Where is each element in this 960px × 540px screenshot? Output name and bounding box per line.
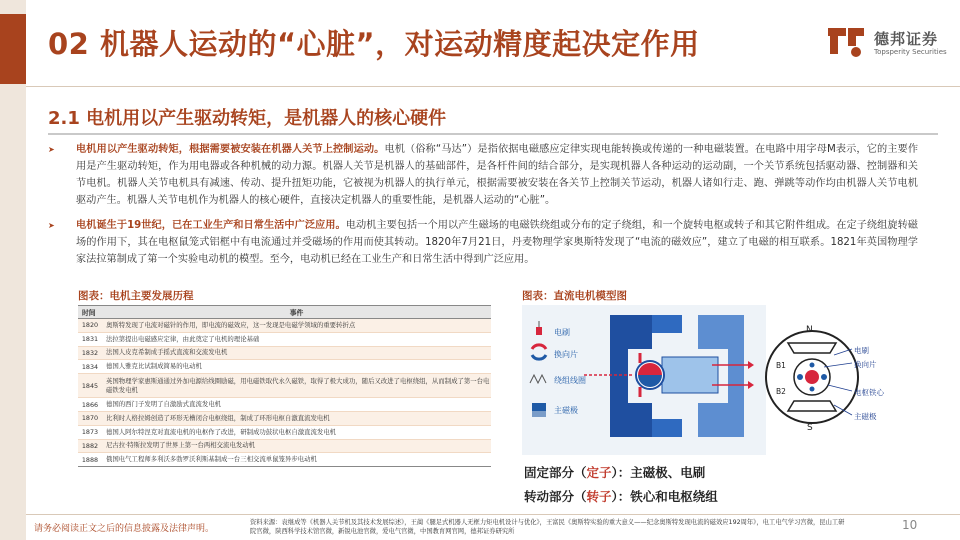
motor-label-b2: B2 (776, 387, 786, 396)
bullet-arrow-icon: ➤ (48, 221, 55, 230)
table-row (78, 398, 491, 412)
table-cell-event: 法拉第提出电磁感应定律，由此奠定了电机的理论基础 (106, 334, 260, 343)
table-cell-year: 1873 (81, 428, 99, 437)
bullet-paragraph-2 (48, 217, 918, 268)
table-cell-event: 法国人皮克希制成手摇式直流和交流发电机 (106, 348, 228, 357)
table-row (78, 411, 491, 425)
legal-disclaimer: 请务必阅读正文之后的信息披露及法律声明。 (34, 524, 215, 534)
footer-divider (26, 514, 960, 515)
motor-label-b1: B1 (776, 361, 786, 370)
motor-cross-section (766, 331, 858, 423)
diagram-caption-rotor: 转动部分（转子）：铁心和电枢绕组 (524, 489, 718, 504)
table-cell-year: 1820 (81, 321, 99, 330)
table-cell-event: 德国人阿尔特涅克对直流电机的电枢作了改进，研制成功鼓状电枢自激直流发电机 (106, 427, 337, 436)
logo-text-cn: 德邦证券 (874, 30, 939, 48)
bullet-2-text: 电动机主要包括一个用以产生磁场的电磁铁绕组或分布的定子绕组，和一个旋转电枢或转子和其它附件组成。在定子绕组旋转磁场的作用下，其在电枢鼠笼式铝框中有电流通过并受磁场的作用而使其转动。1820年7月21日，丹麦物理学家奥斯特发现了“电流的磁效应”，建立了电磁的相互联系。1821年英国物理学家法拉第制成了第一个实验电动机的模型。至今，电动机已经在工业生产和日常生活中得到广泛应用。 (76, 220, 918, 265)
table-row (78, 374, 491, 398)
legend-coil-label: 绕组线圈 (554, 376, 586, 385)
stator-highlight: 定子 (586, 465, 612, 480)
table-cell-event: 尼古拉·特斯拉发明了世界上第一台两相交流电发动机 (106, 441, 256, 450)
left-accent-block (0, 14, 26, 84)
table-cell-year: 1834 (81, 362, 99, 371)
table-cell-event: 奥斯特发现了电流对磁针的作用，即电流的磁效应，这一发现是电磁学领域的重要转折点 (106, 320, 356, 329)
table-cell-event: 英国物理学家惠斯通通过外加电源给线圈励磁，用电磁铁取代永久磁铁，取得了极大成功，随后又改进了电枢绕组，从而制成了第一台电磁铁发电机 (106, 376, 490, 394)
table-cell-event: 德国的西门子发明了自激励式直流发电机 (106, 400, 222, 409)
dc-motor-diagram (522, 305, 910, 510)
bullet-2-highlight: 电机诞生于19世纪，已在工业生产和日常生活中广泛应用。 (76, 220, 346, 231)
figure-left-title: 图表：电机主要发展历程 (78, 290, 194, 302)
bullet-1-text: 电机（俗称“马达”）是指依据电磁感应定律实现电能转换或传递的一种电磁装置。在电路中用字母M表示，它的主要作用是产生驱动转矩，作为用电器或各种机械的动力源。机器人关节是机器人的基础部件，是各杆件间的结合部分，是实现机器人各种运动的运动副，一个关节系统包括驱动器、控制器和关节电机。机器人关节电机具有减速、传动、提升扭矩功能，它被视为机器人的执行单元，根据需要被安装在各关节上控制关节运动，机器人诸如行走、跑、弹跳等动作均由机器人关节电机驱动产生。机器人关节电机作为机器人的核心硬件，直接决定机器人的重要性能，是机器人运动的“心脏”。 (76, 144, 919, 206)
table-cell-year: 1832 (81, 348, 99, 357)
table-cell-event: 德国人雅克比试制成简易的电动机 (106, 362, 202, 371)
figure-right-title: 图表：直流电机模型图 (522, 290, 627, 302)
diagram-caption-stator: 固定部分（定子）：主磁极、电刷 (524, 465, 706, 480)
page-title: 02 机器人运动的“心脏”，对运动精度起决定作用 (48, 27, 700, 61)
legend-pole-label: 主磁极 (554, 406, 578, 415)
company-logo (826, 20, 946, 66)
table-row (78, 319, 491, 333)
table-row (78, 332, 491, 346)
motor-history-table (78, 305, 491, 488)
motor-label-n: N (806, 325, 813, 335)
logo-text-en: Topsperity Securities (874, 48, 947, 56)
section-title: 2.1 电机用以产生驱动转矩，是机器人的核心硬件 (48, 108, 447, 129)
title-divider (26, 86, 960, 87)
table-cell-year: 1845 (81, 381, 99, 390)
table-cell-event: 比利时人格拉姆创造了环形无槽闭合电枢绕组，制成了环形电枢自激直流发电机 (106, 413, 330, 422)
legend-brush-label: 电刷 (554, 328, 570, 337)
motor-label-s: S (807, 423, 813, 433)
table-row (78, 360, 491, 374)
bullet-arrow-icon: ➤ (48, 145, 55, 154)
motor-label-pole: 主磁极 (854, 412, 877, 421)
table-cell-year: 1866 (81, 400, 99, 409)
table-cell-year: 1888 (81, 455, 99, 464)
table-row (78, 453, 491, 467)
bullet-paragraph-1 (48, 141, 918, 209)
motor-label-armature: 电枢铁心 (854, 388, 884, 397)
legend-pole-icon (532, 403, 546, 417)
table-cell-year: 1831 (81, 335, 99, 344)
table-cell-event: 俄国电气工程师多利沃多勃罗沃利斯基制成一台三相交流单鼠笼异步电动机 (106, 455, 317, 464)
legend-commutator-label: 换向片 (554, 350, 578, 359)
table-row (78, 425, 491, 439)
table-header-event: 事件 (289, 309, 304, 317)
table-header-row (78, 306, 491, 319)
source-note: 资料来源：袁继成等《机器人关节机及其技术发展综述》，王蔺《腿足式机器人无框力矩电机设计与优化》，王富民《奥斯特实验的重大意义——纪念奥斯特发现电流的磁效应192周年》，电工电气学习宫微，昆山工研院官微，陕西科学技术馆官微，新锐电池官微，爱电气官微，中国教育网官网，德邦证券研究所 (250, 519, 845, 535)
table-cell-year: 1882 (81, 441, 99, 450)
page-number: 10 (902, 518, 918, 532)
section-divider (48, 133, 938, 135)
rotor-highlight: 转子 (586, 489, 612, 504)
table-cell-year: 1870 (81, 414, 99, 423)
bullet-1-highlight: 电机用以产生驱动转矩，根据需要被安装在机器人关节上控制运动。 (76, 144, 385, 155)
motor-label-brush: 电刷 (854, 346, 869, 355)
motor-label-commutator: 换向片 (854, 360, 877, 369)
logo-mark-icon (826, 24, 866, 60)
table-header-time: 时间 (82, 309, 96, 317)
table-row (78, 439, 491, 453)
table-row (78, 346, 491, 360)
